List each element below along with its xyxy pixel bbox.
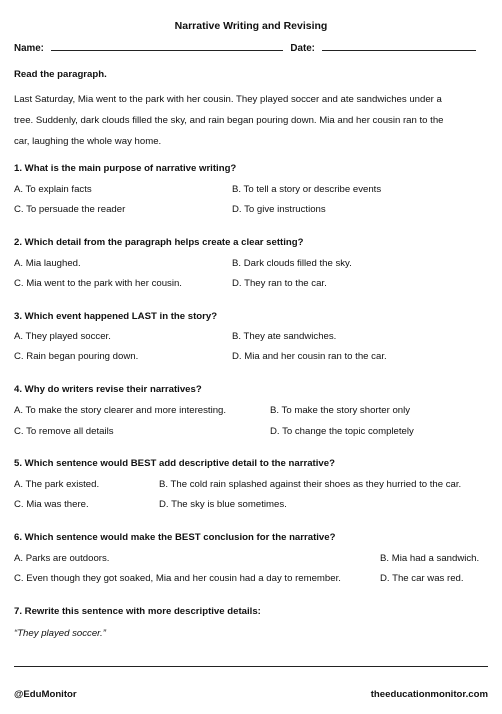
q1-option-b[interactable]: B. To tell a story or describe events — [232, 184, 382, 195]
question-1: 1. What is the main purpose of narrative writing? — [14, 163, 237, 174]
q6-option-a[interactable]: A. Parks are outdoors. — [14, 553, 110, 564]
q1-option-a[interactable]: A. To explain facts — [14, 184, 92, 195]
q5-option-a[interactable]: A. The park existed. — [14, 479, 100, 490]
question-7: 7. Rewrite this sentence with more descriptive details: — [14, 606, 261, 617]
q6-option-b[interactable]: B. Mia had a sandwich. — [380, 553, 480, 564]
name-blank-line[interactable] — [51, 41, 283, 51]
story-paragraph — [14, 89, 490, 152]
read-instruction: Read the paragraph. — [14, 69, 107, 80]
q3-option-b[interactable]: B. They ate sandwiches. — [232, 331, 337, 342]
q3-option-a[interactable]: A. They played soccer. — [14, 331, 111, 342]
paragraph-line: Last Saturday, Mia went to the park with her cousin. They played soccer and ate sandwiches under a — [14, 94, 442, 105]
q2-option-a[interactable]: A. Mia laughed. — [14, 258, 81, 269]
q2-option-b[interactable]: B. Dark clouds filled the sky. — [232, 258, 352, 269]
q5-option-c[interactable]: C. Mia was there. — [14, 499, 89, 510]
name-date-row — [14, 41, 488, 54]
q3-option-c[interactable]: C. Rain began pouring down. — [14, 351, 139, 362]
date-label: Date: — [290, 43, 315, 54]
footer-handle: @EduMonitor — [14, 689, 77, 700]
q4-option-a[interactable]: A. To make the story clearer and more interesting. — [14, 405, 227, 416]
date-blank-line[interactable] — [322, 41, 476, 51]
paragraph-line: car, laughing the whole way home. — [14, 136, 162, 147]
q4-option-b[interactable]: B. To make the story shorter only — [270, 405, 411, 416]
q5-option-d[interactable]: D. The sky is blue sometimes. — [159, 499, 287, 510]
q6-option-c[interactable]: C. Even though they got soaked, Mia and her cousin had a day to remember. — [14, 573, 341, 584]
worksheet-title: Narrative Writing and Revising — [174, 20, 328, 32]
q4-option-c[interactable]: C. To remove all details — [14, 426, 114, 437]
question-5: 5. Which sentence would BEST add descriptive detail to the narrative? — [14, 458, 335, 469]
question-4: 4. Why do writers revise their narratives? — [14, 384, 202, 395]
footer-website: theeducationmonitor.com — [370, 689, 488, 700]
q5-option-b[interactable]: B. The cold rain splashed against their shoes as they hurried to the car. — [159, 479, 462, 490]
q2-option-c[interactable]: C. Mia went to the park with her cousin. — [14, 278, 182, 289]
q1-option-c[interactable]: C. To persuade the reader — [14, 204, 126, 215]
q6-option-d[interactable]: D. The car was red. — [380, 573, 464, 584]
question-3: 3. Which event happened LAST in the story? — [14, 311, 218, 322]
q1-option-d[interactable]: D. To give instructions — [232, 204, 326, 215]
name-label: Name: — [14, 43, 44, 54]
question-2: 2. Which detail from the paragraph helps create a clear setting? — [14, 237, 304, 248]
q4-option-d[interactable]: D. To change the topic completely — [270, 426, 414, 437]
q2-option-d[interactable]: D. They ran to the car. — [232, 278, 327, 289]
question-6: 6. Which sentence would make the BEST conclusion for the narrative? — [14, 532, 336, 543]
q3-option-d[interactable]: D. Mia and her cousin ran to the car. — [232, 351, 387, 362]
q7-quote: “They played soccer.” — [14, 628, 106, 639]
q7-answer-line[interactable] — [14, 666, 488, 667]
paragraph-line: tree. Suddenly, dark clouds filled the sky, and rain began pouring down. Mia and her cousin ran to the — [14, 115, 444, 126]
